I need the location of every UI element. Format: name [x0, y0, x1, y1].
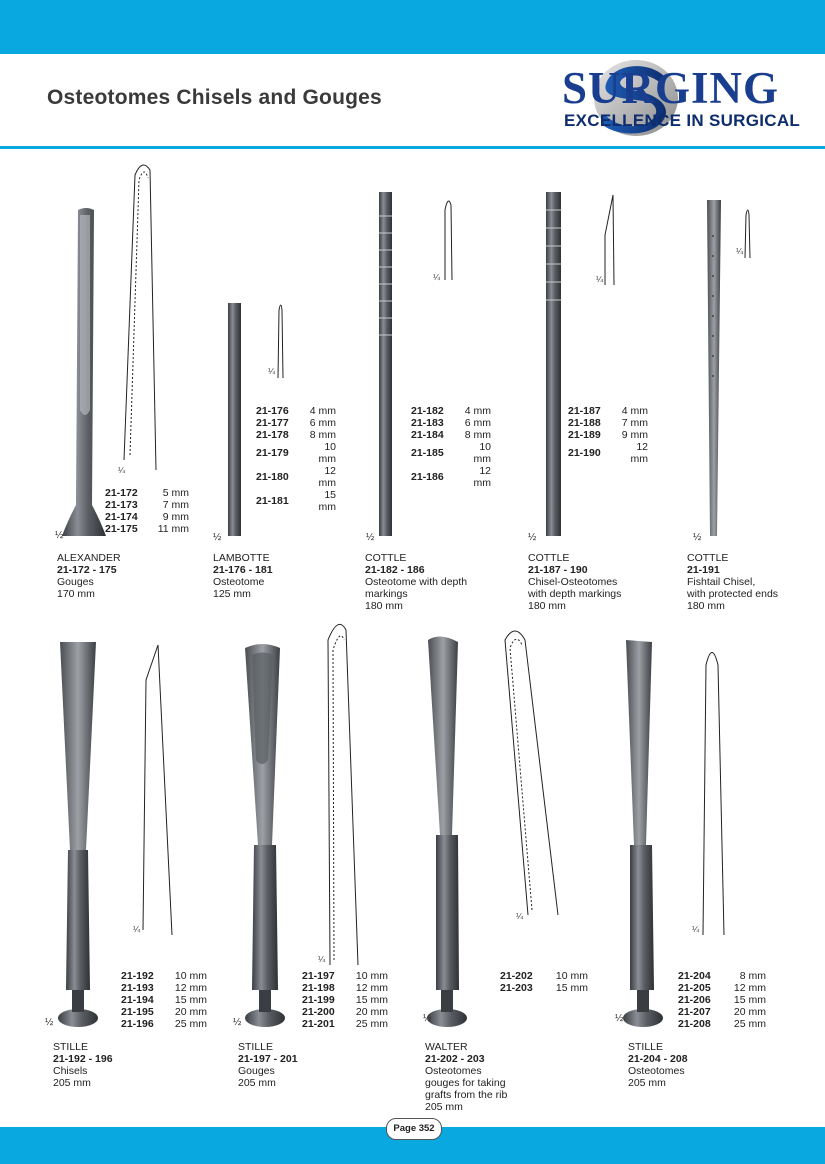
item-code: 21-187	[568, 405, 601, 417]
size-row	[411, 405, 491, 417]
size-row	[302, 994, 388, 1006]
size-row	[678, 970, 766, 982]
product-name: COTTLE	[365, 552, 407, 564]
product-name: STILLE	[238, 1041, 274, 1053]
size-row	[121, 982, 207, 994]
size-row	[302, 1018, 388, 1030]
size-row	[256, 441, 336, 465]
item-size: 12 mm	[630, 441, 648, 465]
item-code: 21-194	[121, 994, 154, 1006]
cottle-fishtail-chisel-image	[707, 200, 721, 536]
size-row	[302, 970, 388, 982]
walter-gouge-image	[427, 636, 467, 1027]
item-size: 10 mm	[355, 970, 388, 982]
product-length: 180 mm	[687, 600, 725, 612]
size-table-walter	[500, 970, 588, 994]
item-code: 21-207	[678, 1006, 711, 1018]
item-size: 25 mm	[174, 1018, 207, 1030]
product-desc: with depth markings	[528, 588, 622, 600]
product-caption-cottle-191	[687, 552, 778, 612]
product-caption-cottle-187	[528, 552, 621, 612]
item-code: 21-203	[500, 982, 533, 994]
size-row	[302, 1006, 388, 1018]
product-name: WALTER	[425, 1041, 468, 1053]
item-size: 15 mm	[733, 994, 766, 1006]
walter-profile-icon	[505, 631, 558, 915]
product-desc: Gouges	[238, 1065, 275, 1077]
item-size: 12 mm	[174, 982, 207, 994]
page-title: Osteotomes Chisels and Gouges	[47, 86, 382, 109]
product-desc: Osteotomes	[425, 1065, 482, 1077]
item-code: 21-185	[411, 447, 444, 459]
size-row	[411, 417, 491, 429]
product-desc: Osteotomes	[628, 1065, 685, 1077]
item-code: 21-197	[302, 970, 335, 982]
product-desc: Chisels	[53, 1065, 88, 1077]
item-code: 21-175	[105, 523, 138, 535]
item-code: 21-193	[121, 982, 154, 994]
size-table-alexander	[105, 487, 189, 535]
item-size: 10 mm	[174, 970, 207, 982]
scale-half: ½	[615, 1013, 624, 1024]
product-caption-stille-197	[238, 1041, 298, 1089]
size-table-cottle-182	[411, 405, 491, 489]
product-range: 21-182 - 186	[365, 564, 425, 576]
item-code: 21-208	[678, 1018, 711, 1030]
size-row	[256, 489, 336, 513]
item-code: 21-195	[121, 1006, 154, 1018]
item-size: 20 mm	[355, 1006, 388, 1018]
cottle-187-profile-icon	[605, 195, 614, 285]
item-size: 9 mm	[162, 511, 189, 523]
item-size: 7 mm	[162, 499, 189, 511]
product-range: 21-172 - 175	[57, 564, 117, 576]
size-table-stille-204	[678, 970, 766, 1030]
item-code: 21-181	[256, 495, 289, 507]
item-size: 5 mm	[162, 487, 189, 499]
size-row	[256, 405, 336, 417]
item-code: 21-182	[411, 405, 444, 417]
size-row	[105, 511, 189, 523]
item-size: 12 mm	[318, 465, 336, 489]
size-row	[500, 982, 588, 994]
item-size: 12 mm	[355, 982, 388, 994]
cottle-osteotome-image	[379, 192, 392, 536]
item-code: 21-176	[256, 405, 289, 417]
item-code: 21-189	[568, 429, 601, 441]
product-caption-stille-192	[53, 1041, 113, 1089]
scale-half: ½	[366, 532, 375, 543]
stille-204-profile-icon	[703, 653, 724, 936]
product-desc: Osteotome	[213, 576, 265, 588]
item-code: 21-179	[256, 447, 289, 459]
lambotte-osteotome-image	[228, 303, 241, 536]
size-row	[121, 970, 207, 982]
scale-quarter: ¼	[736, 246, 744, 256]
item-code: 21-174	[105, 511, 138, 523]
product-desc: gouges for taking	[425, 1077, 506, 1089]
product-length: 170 mm	[57, 588, 95, 600]
product-range: 21-187 - 190	[528, 564, 588, 576]
product-range: 21-191	[687, 564, 720, 576]
size-row	[302, 982, 388, 994]
size-row	[256, 429, 336, 441]
size-row	[121, 1018, 207, 1030]
product-desc: Chisel-Osteotomes	[528, 576, 618, 588]
item-size: 9 mm	[621, 429, 648, 441]
product-desc: grafts from the rib	[425, 1089, 508, 1101]
size-row	[678, 994, 766, 1006]
scale-half: ½	[55, 530, 64, 541]
product-caption-walter	[425, 1041, 507, 1113]
size-table-cottle-187	[568, 405, 648, 465]
product-desc: Gouges	[57, 576, 94, 588]
scale-quarter: ¼	[692, 924, 700, 934]
item-code: 21-201	[302, 1018, 335, 1030]
size-row	[678, 1006, 766, 1018]
item-size: 4 mm	[464, 405, 491, 417]
scale-quarter: ¼	[516, 911, 524, 921]
product-name: COTTLE	[687, 552, 729, 564]
product-range: 21-192 - 196	[53, 1053, 113, 1065]
scale-half: ½	[693, 532, 702, 543]
item-size: 8 mm	[309, 429, 336, 441]
product-name: STILLE	[628, 1041, 664, 1053]
stille-192-profile-icon	[143, 645, 172, 935]
scale-half: ½	[213, 532, 222, 543]
size-row	[568, 429, 648, 441]
size-row	[678, 982, 766, 994]
size-row	[256, 417, 336, 429]
product-length: 205 mm	[425, 1101, 463, 1113]
size-row	[568, 405, 648, 417]
item-size: 25 mm	[355, 1018, 388, 1030]
size-row	[411, 441, 491, 465]
scale-half: ½	[45, 1017, 54, 1028]
item-code: 21-172	[105, 487, 138, 499]
item-size: 8 mm	[739, 970, 766, 982]
item-size: 15 mm	[174, 994, 207, 1006]
size-row	[121, 1006, 207, 1018]
brand-tagline: EXCELLENCE IN SURGICAL	[564, 111, 801, 130]
item-size: 11 mm	[157, 523, 189, 535]
cottle-chisel-osteotome-image	[546, 192, 561, 536]
product-length: 180 mm	[365, 600, 403, 612]
cottle-182-profile-icon	[445, 201, 452, 280]
item-size: 25 mm	[733, 1018, 766, 1030]
stille-197-profile-icon	[328, 624, 358, 965]
item-size: 8 mm	[464, 429, 491, 441]
brand-name: SURGING	[562, 63, 780, 113]
scale-quarter: ¼	[433, 272, 441, 282]
item-code: 21-192	[121, 970, 154, 982]
size-row	[678, 1018, 766, 1030]
item-size: 20 mm	[174, 1006, 207, 1018]
item-size: 4 mm	[309, 405, 336, 417]
alexander-gouge-image	[62, 208, 106, 536]
product-length: 125 mm	[213, 588, 251, 600]
item-size: 10 mm	[555, 970, 588, 982]
stille-chisel-image	[58, 642, 98, 1027]
product-range: 21-197 - 201	[238, 1053, 298, 1065]
item-code: 21-188	[568, 417, 601, 429]
scale-half: ½	[528, 532, 537, 543]
size-row	[105, 499, 189, 511]
item-size: 6 mm	[309, 417, 336, 429]
size-row	[568, 441, 648, 465]
scale-half: ½	[423, 1013, 432, 1024]
item-code: 21-186	[411, 471, 444, 483]
scale-quarter: ¼	[133, 924, 141, 934]
product-caption-stille-204	[628, 1041, 688, 1089]
item-code: 21-173	[105, 499, 138, 511]
product-caption-lambotte	[213, 552, 273, 600]
item-code: 21-200	[302, 1006, 335, 1018]
lambotte-profile-icon	[278, 305, 283, 378]
item-size: 15 mm	[355, 994, 388, 1006]
alexander-profile-icon	[124, 165, 156, 470]
product-range: 21-204 - 208	[628, 1053, 688, 1065]
cottle-191-profile-icon	[745, 210, 750, 258]
size-table-lambotte	[256, 405, 336, 513]
item-code: 21-177	[256, 417, 289, 429]
item-code: 21-206	[678, 994, 711, 1006]
size-row	[256, 465, 336, 489]
size-row	[568, 417, 648, 429]
item-code: 21-205	[678, 982, 711, 994]
product-caption-alexander	[57, 552, 121, 600]
size-row	[411, 465, 491, 489]
product-name: LAMBOTTE	[213, 552, 270, 564]
size-row	[500, 970, 588, 982]
item-size: 4 mm	[621, 405, 648, 417]
product-name: COTTLE	[528, 552, 570, 564]
scale-quarter: ¼	[318, 954, 326, 964]
product-length: 205 mm	[238, 1077, 276, 1089]
item-code: 21-199	[302, 994, 335, 1006]
size-row	[105, 487, 189, 499]
product-range: 21-202 - 203	[425, 1053, 485, 1065]
item-code: 21-178	[256, 429, 289, 441]
stille-gouge-image	[245, 644, 285, 1027]
product-desc: Osteotome with depth	[365, 576, 468, 588]
item-code: 21-180	[256, 471, 289, 483]
item-size: 15 mm	[318, 489, 336, 513]
item-size: 12 mm	[473, 465, 491, 489]
product-range: 21-176 - 181	[213, 564, 273, 576]
product-name: ALEXANDER	[57, 552, 121, 564]
size-row	[105, 523, 189, 535]
size-table-stille-197	[302, 970, 388, 1030]
item-size: 12 mm	[733, 982, 766, 994]
item-code: 21-190	[568, 447, 601, 459]
product-length: 205 mm	[53, 1077, 91, 1089]
product-desc: Fishtail Chisel,	[687, 576, 756, 588]
item-code: 21-202	[500, 970, 533, 982]
item-code: 21-204	[678, 970, 711, 982]
item-code: 21-198	[302, 982, 335, 994]
item-size: 10 mm	[473, 441, 491, 465]
product-caption-cottle-182	[365, 552, 467, 612]
item-size: 15 mm	[555, 982, 588, 994]
item-size: 10 mm	[318, 441, 336, 465]
item-size: 6 mm	[464, 417, 491, 429]
scale-half: ½	[233, 1017, 242, 1028]
scale-quarter: ¼	[268, 366, 276, 376]
stille-osteotome-image	[623, 640, 663, 1027]
size-table-stille-192	[121, 970, 207, 1030]
scale-quarter: ¼	[118, 465, 126, 475]
scale-quarter: ¼	[596, 274, 604, 284]
item-code: 21-183	[411, 417, 444, 429]
product-desc: markings	[365, 588, 408, 600]
size-row	[121, 994, 207, 1006]
product-length: 180 mm	[528, 600, 566, 612]
product-name: STILLE	[53, 1041, 89, 1053]
item-size: 20 mm	[733, 1006, 766, 1018]
product-desc: with protected ends	[687, 588, 779, 600]
item-code: 21-184	[411, 429, 444, 441]
page-number: Page 352	[386, 1118, 442, 1140]
product-length: 205 mm	[628, 1077, 666, 1089]
item-code: 21-196	[121, 1018, 154, 1030]
size-row	[411, 429, 491, 441]
item-size: 7 mm	[621, 417, 648, 429]
